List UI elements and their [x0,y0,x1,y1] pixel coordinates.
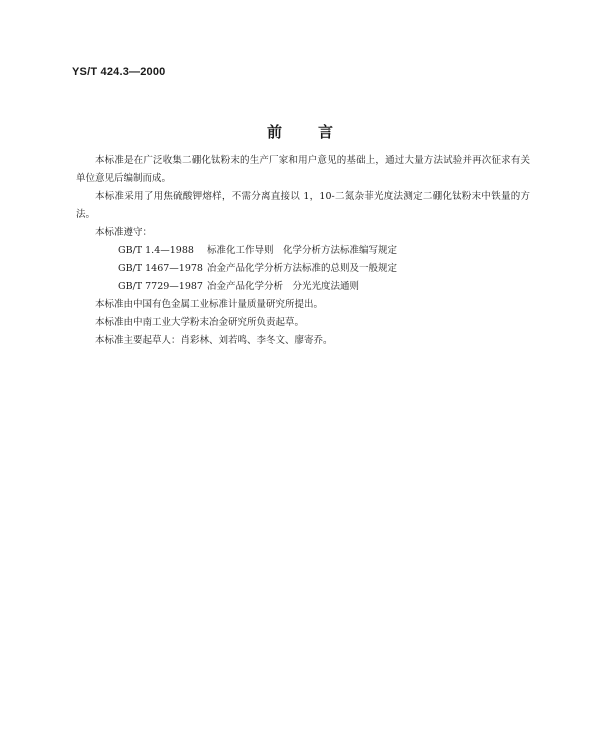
document-body [76,152,530,350]
reference-code: GB/T 1.4—1988 [118,245,194,256]
method-paragraph: 本标准采用了用焦硫酸钾熔样，不需分离直接以 1，10-二氮杂菲光度法测定二硼化钛粉末中铁量的方法。 [76,191,530,220]
reference-title: 冶金产品化学分析方法标准的总则及一般规定 [207,263,398,274]
reference-item [118,278,530,296]
compliance-paragraph: 本标准遵守： [95,227,153,238]
intro-paragraph: 本标准是在广泛收集二硼化钛粉末的生产厂家和用户意见的基础上，通过大量方法试验并再次征求有关单位意见后编制而成。 [76,155,530,184]
proposer-paragraph: 本标准由中国有色金属工业标准计量质量研究所提出。 [95,299,324,310]
title-char-2: 言 [318,123,334,141]
reference-item [118,242,530,260]
reference-standards-list [76,242,530,296]
page-title [0,121,600,142]
title-char-1: 前 [266,123,282,141]
reference-code: GB/T 1467—1978 [118,263,203,274]
reference-title: 冶金产品化学分析 分光光度法通则 [207,281,360,292]
reference-title: 标准化工作导则 化学分析方法标准编写规定 [207,245,398,256]
drafting-unit-paragraph: 本标准由中南工业大学粉末冶金研究所负责起草。 [95,317,305,328]
drafters-paragraph: 本标准主要起草人：肖彩林、刘若鸣、李冬文、廖寄乔。 [95,335,333,346]
reference-code: GB/T 7729—1987 [118,281,203,292]
reference-item [118,260,530,278]
standard-code: YS/T 424.3—2000 [72,66,166,78]
